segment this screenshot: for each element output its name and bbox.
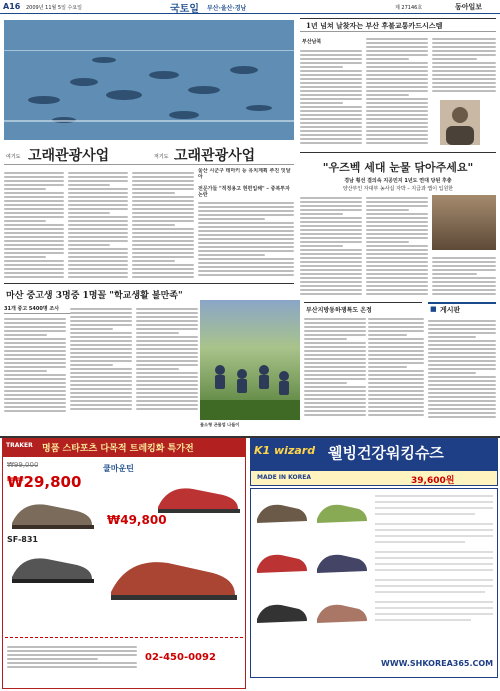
right-ad-title: 웰빙건강워킹슈즈 bbox=[328, 444, 444, 462]
uzbek-story-sub1: 경남 횡선 결의속 지공민지 1년도 연대 당된 후충 bbox=[344, 178, 452, 184]
left-ad-title: 명품 스타포츠 다목적 트레킹화 특가전 bbox=[42, 444, 194, 454]
writer-tag bbox=[300, 36, 340, 46]
transit-article-col-2 bbox=[366, 36, 428, 148]
mid-right-col-2 bbox=[368, 316, 424, 426]
left-ad-price-3: ₩49,800 bbox=[107, 513, 167, 527]
left-ad-footer bbox=[5, 637, 243, 685]
transit-article-col-3 bbox=[432, 36, 496, 96]
headline-left: 고래관광사업 bbox=[28, 148, 110, 164]
uzbek-col-2 bbox=[366, 195, 428, 300]
left-ad-cool-shoes: 쿨마운틴 bbox=[103, 464, 134, 473]
shoe-image-2 bbox=[153, 477, 243, 517]
right-ad-price-strip bbox=[250, 470, 498, 486]
school-title: 마산 중고생 3명중 1명꼴 "학교생활 불만족" bbox=[6, 291, 183, 301]
whale-headline bbox=[4, 143, 294, 165]
uzbek-col-1 bbox=[300, 195, 362, 300]
transit-card-headline bbox=[300, 18, 496, 32]
transit-article-col-1 bbox=[300, 48, 362, 148]
whale-article-col-2 bbox=[68, 170, 128, 280]
shoe-image-4 bbox=[103, 547, 243, 607]
whale-subhead-1: 울산 시군구 테마키 등 유치계획 추진 잇달아 bbox=[198, 168, 291, 180]
mid-right-title: 부산지방동하쟁특도 온정 bbox=[306, 307, 372, 314]
whale-article-col-3 bbox=[132, 170, 194, 280]
headline-kicker-right: 저기도 bbox=[154, 154, 169, 160]
issue-date: 2009년 11월 5일 수요일 bbox=[26, 5, 83, 11]
columnist-photo bbox=[440, 100, 480, 145]
right-ad-url[interactable]: WWW.SHKOREA365.COM bbox=[381, 659, 494, 668]
dolphin-photo bbox=[4, 20, 294, 140]
headline-kicker-left: 여기도 bbox=[6, 154, 21, 160]
children-illustration bbox=[200, 300, 300, 420]
mid-right-heading bbox=[304, 302, 422, 314]
page-number: A16 bbox=[3, 2, 21, 11]
uzbek-photo bbox=[432, 195, 496, 250]
issue-number: 제 27146호 bbox=[395, 5, 423, 11]
notice-board-header bbox=[428, 302, 496, 314]
left-ad-model: SF-831 bbox=[7, 535, 38, 544]
left-ad-body bbox=[2, 456, 246, 689]
shoe-image-3 bbox=[7, 547, 97, 587]
section-logo: 국토일 bbox=[170, 4, 199, 14]
headline-right: 고래관광사업 bbox=[174, 148, 256, 164]
left-ad-brand: TRAKER bbox=[6, 442, 33, 449]
transit-card-title: 1년 넘쳐 날찾자는 부산 후불교통카드시스템 bbox=[306, 21, 443, 30]
photo-caption-text: 물소형 곤물업 나들이 bbox=[200, 422, 240, 427]
whale-subheads bbox=[198, 168, 294, 198]
whale-subhead-2: 전문가들 "적정용고 현편입해" – 중복투자 논란 bbox=[198, 186, 290, 198]
dolphins-illustration bbox=[4, 20, 294, 140]
right-ad-price: 39,600원 bbox=[411, 476, 455, 486]
left-ad-old-price: ₩99,000 bbox=[7, 461, 39, 469]
section-region: 부산·울산·경남 bbox=[207, 5, 247, 12]
uzbek-story-sub2: 양산부인 자대부 농사십 자박 – 지급과 앱이 입원한 bbox=[342, 186, 454, 192]
left-ad-phone: 02-450-0092 bbox=[145, 652, 216, 663]
right-ad-brand: K1 wizard bbox=[254, 444, 316, 457]
whale-article-col-1 bbox=[4, 170, 64, 280]
left-ad-sale-price: ₩29,800 bbox=[7, 473, 82, 491]
school-col-1 bbox=[4, 316, 66, 416]
right-ad-made-in: MADE IN KOREA bbox=[257, 474, 311, 481]
uzbek-story-title: "우즈벡 세대 눈물 닦아주세요" bbox=[322, 161, 474, 174]
paper-name: 동아일보 bbox=[455, 2, 483, 11]
left-ad-banner bbox=[2, 438, 246, 456]
notice-board-list bbox=[428, 318, 496, 428]
school-subtitle: 31개 중고 5400명 조사 bbox=[4, 306, 60, 312]
notice-bullet-icon: ■ bbox=[430, 305, 437, 313]
right-ad-grid bbox=[250, 488, 498, 678]
left-ad-copy bbox=[7, 644, 137, 684]
right-ad-banner bbox=[250, 438, 498, 470]
uzbek-col-3 bbox=[432, 255, 496, 300]
notice-board-title: 게시판 bbox=[440, 306, 461, 314]
school-col-2 bbox=[70, 306, 132, 416]
person-silhouette-icon bbox=[440, 100, 480, 145]
right-ad-shoe-grid bbox=[251, 489, 498, 678]
school-subhead bbox=[4, 304, 74, 314]
page-header bbox=[0, 0, 500, 14]
mid-right-col-1 bbox=[304, 316, 366, 426]
kids-field-photo bbox=[200, 300, 300, 420]
writer-name: 부산남북 bbox=[302, 39, 322, 45]
whale-article-col-4 bbox=[198, 200, 294, 280]
school-col-3 bbox=[136, 306, 198, 416]
shoe-image-1 bbox=[7, 493, 97, 533]
